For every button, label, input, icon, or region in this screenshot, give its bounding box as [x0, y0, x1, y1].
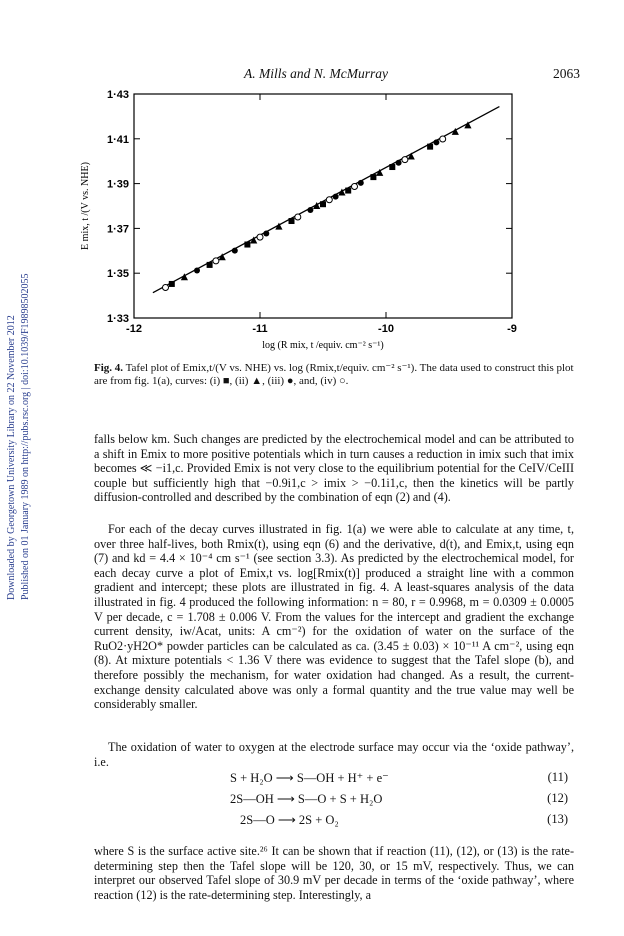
equation-11 [94, 770, 574, 788]
equation-number: (11) [547, 770, 568, 784]
data-point-filled-circle [307, 207, 313, 213]
data-point-square [345, 188, 351, 194]
data-point-open-circle [257, 234, 263, 240]
y-tick-label: 1·33 [106, 313, 129, 325]
x-tick-label: -10 [378, 323, 394, 335]
caption-label: Fig. 4. [94, 362, 124, 374]
data-point-open-circle [213, 258, 219, 264]
equation-number: (12) [547, 791, 568, 805]
data-point-square [169, 281, 175, 287]
data-point-filled-circle [194, 268, 200, 274]
x-axis-label: log (R mix, t /equiv. cm⁻² s⁻¹) [262, 340, 384, 351]
data-point-open-circle [352, 184, 358, 190]
y-tick-label: 1·43 [106, 89, 129, 101]
paragraph-2: For each of the decay curves illustrated in fig. 1(a) we were able to calculate at any time, t, over three half-lives, both Rmix(t), using eqn (6) and the derivative, d(t), and Emix,t, using eqn (7) and kd = 4.4 × 10⁻⁴ cm s⁻¹ (see section 3.3). As predicted by the electrochemical model, for each decay curve a plot of Emix,t vs. log[Rmix(t)] produced a straight line with a common gradient and intercept; these plots are illustrated in fig. 4. A least-squares analysis of the data illustrated in fig. 4 produced the following information: n = 80, r = 0.9968, m = 0.0309 ± 0.0005 V per decade, c = 1.708 ± 0.006 V. From the values for the intercept and gradient the exchange current density, iw/Acat, units: A cm⁻²) for the oxidation of water on the surface of the RuO2·yH2O* powder particles can be calculated as ca. (3.45 ± 0.03) × 10⁻¹¹ A cm⁻², using eqn (8). At mixture potentials < 1.36 V there was evidence to suggest that the Tafel slope (b), and therefore possibly the mechanism, for water oxidation had changed. As a result, the current-exchange density calculated above was only a formal quantity and the true value may well be considerably smaller. [94, 522, 574, 712]
y-axis-label: E mix, t /(V vs. NHE) [80, 162, 91, 250]
y-tick-label: 1·37 [106, 223, 129, 236]
download-watermark [0, 180, 38, 780]
data-point-square [370, 174, 376, 180]
data-point-open-circle [163, 285, 169, 291]
data-point-square [207, 262, 213, 268]
data-point-filled-circle [358, 180, 364, 186]
data-point-filled-circle [396, 160, 402, 166]
y-tick-label: 1·39 [106, 178, 129, 191]
tafel-plot [70, 84, 550, 354]
data-point-open-circle [326, 197, 332, 203]
equation-formula: 2S—O ⟶ 2S + O₂ [240, 813, 339, 827]
data-point-open-circle [440, 136, 446, 142]
paragraph-4: where S is the surface active site.²⁶ It can be shown that if reaction (11), (12), or (13) is the rate-determining step then the Tafel slope will be 120, 30, or 15 mV, respectively. Thus, we can interpret our observed Tafel slope of 30.9 mV per decade in terms of the ‘oxide pathway’, where reaction (12) is the rate-determining step. Interestingly, a [94, 844, 574, 902]
x-tick-label: -11 [252, 323, 268, 335]
equation-number: (13) [547, 812, 568, 826]
running-authors: A. Mills and N. McMurray [244, 66, 388, 81]
paragraph-1: falls below km. Such changes are predicted by the electrochemical model and can be attributed to a shift in Emix to more positive potentials which in turn causes a reduction in imix such that imix becomes ≪ −i1,c. Provided Emix is not very close to the equilibrium potential for the CeIV/CeIII couple but sufficiently high that −0.9i1,c > imix > −0.1i1,c, then the kinetics will be partly diffusion-controlled and described by the combination of eqn (2) and (4). [94, 432, 574, 505]
caption-text: Tafel plot of Emix,t/(V vs. NHE) vs. log (Rmix,t/equiv. cm⁻² s⁻¹). The data used to construct this plot are from fig. 1(a), curves: (i) ■, (ii) ▲, (iii) ●, and, (iv) ○. [94, 362, 574, 387]
equation-13 [94, 812, 574, 830]
page-number: 2063 [553, 66, 580, 81]
data-point-filled-circle [433, 139, 439, 145]
y-tick-label: 1·35 [106, 268, 129, 281]
published-notice: Published on 01 January 1989 on http://pubs.rsc.org | doi:10.1039/F19898502055 [20, 273, 31, 600]
page-header [0, 66, 624, 82]
equation-formula: S + H₂O ⟶ S—OH + H⁺ + e⁻ [230, 771, 389, 785]
data-point-square [427, 144, 433, 150]
data-point-square [389, 164, 395, 170]
y-tick-label: 1·41 [106, 133, 129, 146]
data-point-square [244, 242, 250, 248]
data-point-square [289, 218, 295, 224]
data-point-filled-circle [263, 231, 269, 237]
downloaded-notice: Downloaded by Georgetown University Library on 22 November 2012 [6, 315, 17, 600]
equation-12 [94, 791, 574, 809]
data-point-filled-circle [232, 248, 238, 254]
data-point-square [320, 201, 326, 207]
figure-caption [94, 362, 574, 388]
data-point-filled-circle [333, 194, 339, 200]
x-tick-label: -12 [126, 323, 142, 335]
x-tick-label: -9 [507, 323, 517, 335]
paragraph-3: The oxidation of water to oxygen at the electrode surface may occur via the ‘oxide pathway’, i.e. [94, 740, 574, 769]
equation-formula: 2S—OH ⟶ S—O + S + H₂O [230, 792, 383, 806]
data-point-open-circle [295, 214, 301, 220]
data-point-open-circle [402, 157, 408, 163]
